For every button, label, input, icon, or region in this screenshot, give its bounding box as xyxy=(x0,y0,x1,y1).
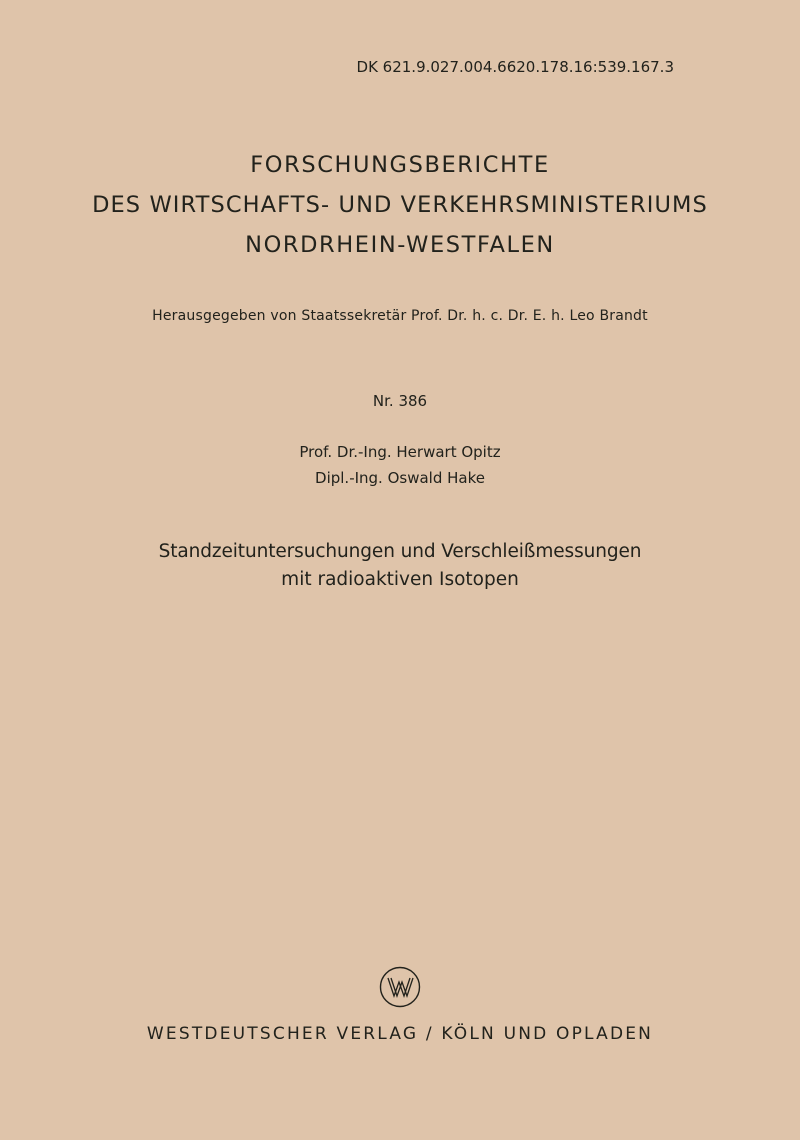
volume-number: Nr. 386 xyxy=(372,392,428,410)
series-title-line-1: FORSCHUNGSBERICHTE xyxy=(250,152,550,178)
author-1: Prof. Dr.-Ing. Herwart Opitz xyxy=(299,443,501,461)
series-title-line-3: NORDRHEIN-WESTFALEN xyxy=(245,232,555,258)
editor-line: Herausgegeben von Staatssekretär Prof. Dr. h. c. Dr. E. h. Leo Brandt xyxy=(152,308,648,324)
classification-number: DK 621.9.027.004.6620.178.16:539.167.3 xyxy=(356,58,674,76)
book-title-line-2: mit radioaktiven Isotopen xyxy=(281,569,519,590)
author-2: Dipl.-Ing. Oswald Hake xyxy=(315,469,485,487)
publisher-line: WESTDEUTSCHER VERLAG / KÖLN UND OPLADEN xyxy=(146,1024,654,1044)
publisher-logo-icon xyxy=(379,966,421,1008)
book-title-line-1: Standzeituntersuchungen und Verschleißmessungen xyxy=(158,541,642,562)
series-title-line-2: DES WIRTSCHAFTS- UND VERKEHRSMINISTERIUMS xyxy=(92,192,708,218)
